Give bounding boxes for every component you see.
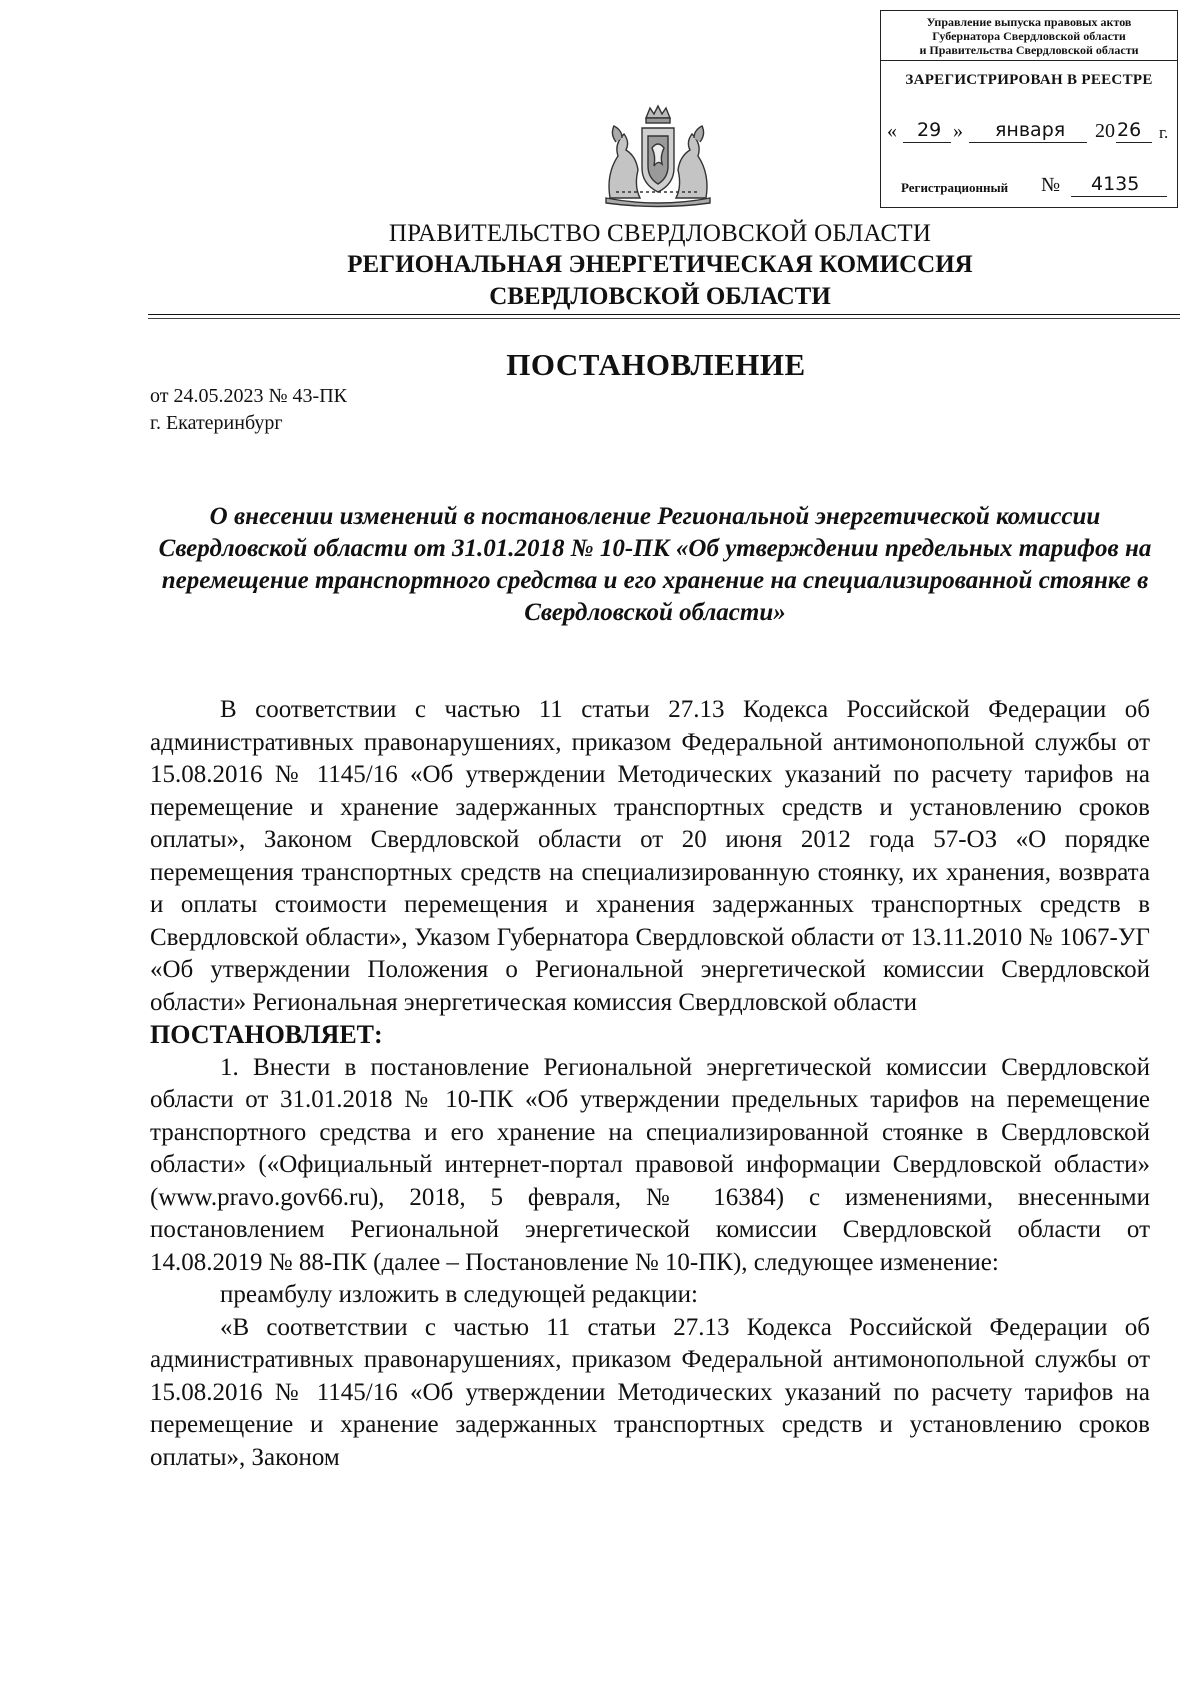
number-sign: № (1041, 174, 1061, 196)
header-rule (148, 314, 1180, 315)
number-underline (1071, 196, 1167, 197)
registration-authority (881, 11, 1177, 61)
document-type: ПОСТАНОВЛЕНИЕ (506, 347, 806, 382)
document-title: О внесении изменений в постановление Региональной энергетической комиссии Свердловской области от 31.01.2018 № 10-ПК «Об утверждении предельных тарифов на перемещение транспортного средства и его хранение на специализированной стоянке в Свердловской области» (158, 503, 1152, 626)
document-city: г. Екатеринбург (150, 412, 283, 434)
item-1-subparagraph: преамбулу изложить в следующей редакции: (220, 1281, 699, 1308)
day-underline (903, 142, 951, 143)
commission-name-line2: СВЕРДЛОВСКОЙ ОБЛАСТИ (489, 283, 831, 310)
year-underline (1116, 142, 1152, 143)
registration-authority-line: Управление выпуска правовых актов (926, 15, 1132, 29)
registration-authority-line: и Правительства Свердловской области (919, 43, 1139, 57)
registration-title: ЗАРЕГИСТРИРОВАН В РЕЕСТРЕ (905, 72, 1153, 88)
registration-stamp (880, 10, 1178, 208)
item-1-paragraph: 1. Внести в постановление Региональной энергетической комиссии Свердловской области от 31.01.2018 № 10-ПК «Об утверждении предельных тарифов на перемещение транспортного средства и его хранение на специализированной стоянке в Свердловской области» («Официальный интернет-портал правовой информации Свердловской области» (www.pravo.gov66.ru), 2018, 5 февраля, № 16384) с изменениями, внесенными постановлением Региональной энергетической комиссии Свердловской области от 14.08.2019 № 88-ПК (далее – Постановление № 10-ПК), следующее изменение: (150, 1053, 1150, 1276)
year-prefix: 20 (1095, 120, 1115, 142)
coat-of-arms-icon (596, 104, 720, 208)
quote-open: « (887, 120, 897, 142)
government-name: ПРАВИТЕЛЬСТВО СВЕРДЛОВСКОЙ ОБЛАСТИ (388, 220, 932, 247)
document-date-number: от 24.05.2023 № 43-ПК (150, 385, 348, 407)
header-rule-thin (148, 318, 1180, 319)
decree-word: ПОСТАНОВЛЯЕТ: (150, 1020, 383, 1049)
document-body (150, 694, 1150, 1474)
registration-month: января (995, 119, 1066, 141)
registration-number-row (901, 171, 1173, 199)
year-unit: г. (1159, 123, 1169, 142)
year-suffix: 26 (1117, 119, 1142, 141)
registration-number: 4135 (1091, 173, 1140, 195)
registration-day: 29 (917, 119, 942, 141)
commission-name-line1: РЕГИОНАЛЬНАЯ ЭНЕРГЕТИЧЕСКАЯ КОМИССИЯ (347, 251, 973, 278)
preamble-paragraph: В соответствии с частью 11 статьи 27.13 Кодекса Российской Федерации об административных правонарушениях, приказом Федеральной антимонопольной службы от 15.08.2016 № 1145/16 «Об утверждении Методических указаний по расчету тарифов на перемещение и хранение задержанных транспортных средств и установлению сроков оплаты», Законом Свердловской области от 20 июня 2012 года 57-ОЗ «О порядке перемещения транспортных средств на специализированную стоянку, их хранения, возврата и оплаты стоимости перемещения и хранения задержанных транспортных средств в Свердловской области», Указом Губернатора Свердловской области от 13.11.2010 № 1067-УГ «Об утверждении Положения о Региональной энергетической комиссии Свердловской области» Региональная энергетическая комиссия Свердловской области (150, 696, 1150, 1016)
month-underline (969, 142, 1087, 143)
registration-authority-line: Губернатора Свердловской области (932, 29, 1126, 43)
registration-date (887, 115, 1173, 145)
quoted-preamble-paragraph: «В соответствии с частью 11 статьи 27.13 Кодекса Российской Федерации об административных правонарушениях, приказом Федеральной антимонопольной службы от 15.08.2016 № 1145/16 «Об утверждении Методических указаний по расчету тарифов на перемещение и хранение задержанных транспортных средств и установлению сроков оплаты», Законом (150, 1313, 1150, 1471)
registration-label: Регистрационный (901, 180, 1009, 195)
quote-close: » (953, 120, 963, 142)
